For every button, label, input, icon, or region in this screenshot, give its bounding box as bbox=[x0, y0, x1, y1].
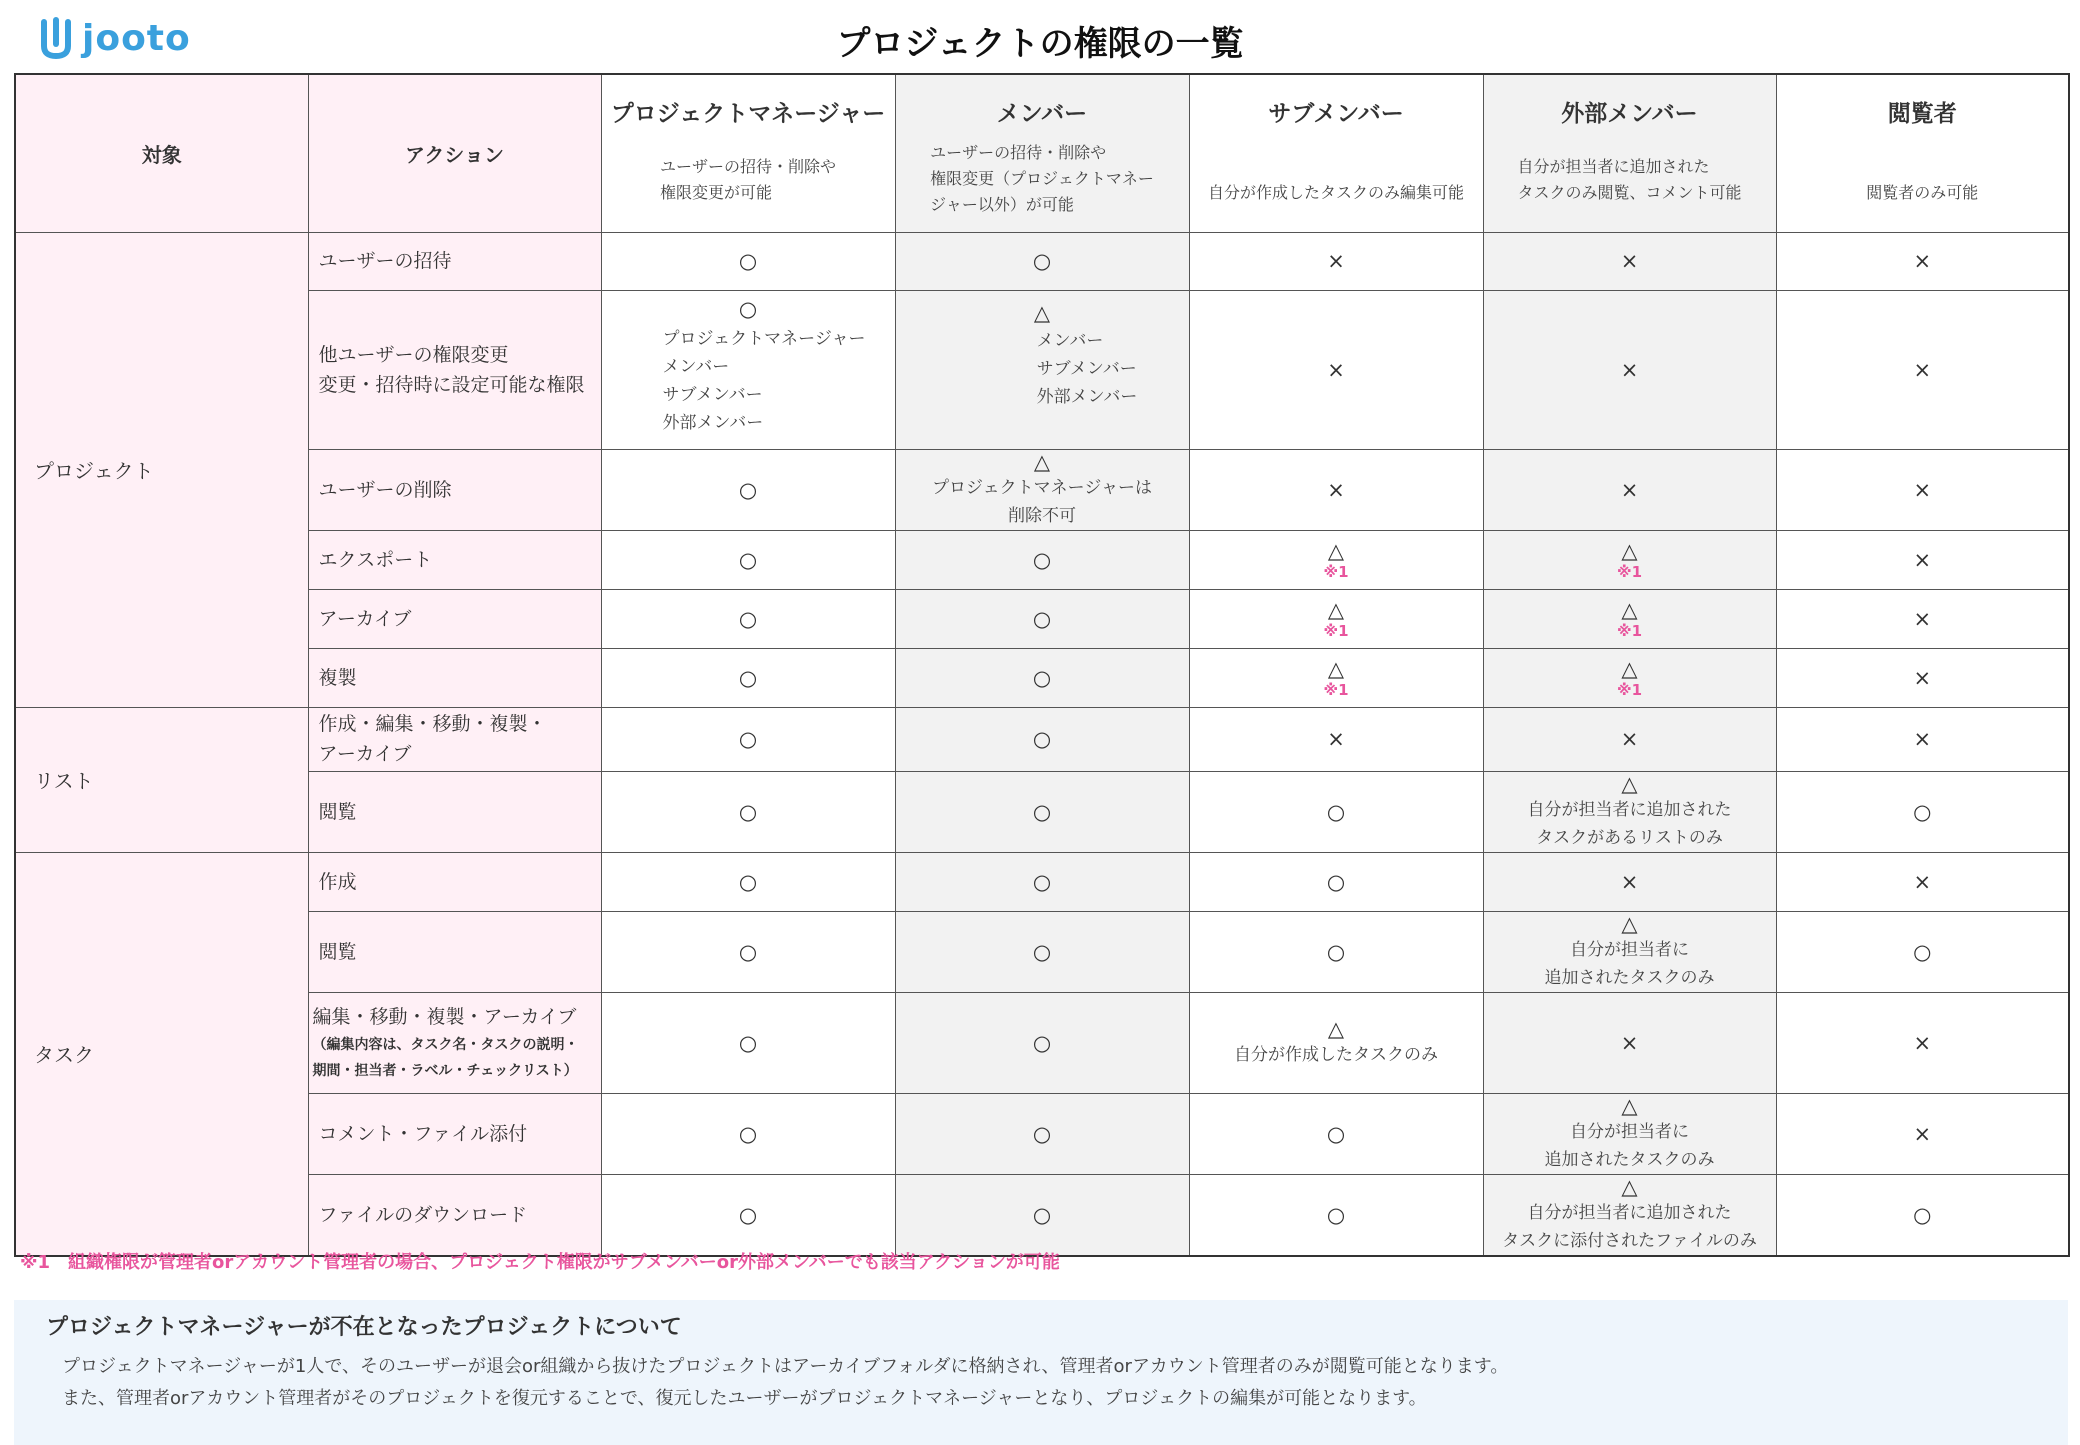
permissions-table bbox=[14, 73, 2070, 1257]
info-box bbox=[14, 1300, 2068, 1445]
cell-viewer: × bbox=[1776, 449, 2069, 530]
action-label: 閲覧 bbox=[308, 771, 601, 852]
role-name: サブメンバー bbox=[1268, 101, 1404, 127]
cell-pm: ○ bbox=[601, 530, 895, 589]
cell-submember: × bbox=[1189, 707, 1483, 771]
table-row bbox=[15, 589, 2069, 648]
table-row bbox=[15, 530, 2069, 589]
cell-pm: ○ プロジェクトマネージャー メンバー サブメンバー 外部メンバー bbox=[601, 290, 895, 449]
footnote-mark: ※1 bbox=[1323, 562, 1349, 581]
header-action: アクション bbox=[308, 74, 601, 232]
table-row bbox=[15, 648, 2069, 707]
cell-submember: ○ bbox=[1189, 852, 1483, 911]
cell-viewer: × bbox=[1776, 530, 2069, 589]
cell-submember: ○ bbox=[1189, 771, 1483, 852]
table-row bbox=[15, 771, 2069, 852]
header-role-viewer bbox=[1776, 74, 2069, 232]
action-label: 閲覧 bbox=[308, 911, 601, 992]
role-name: 外部メンバー bbox=[1561, 101, 1698, 127]
cell-viewer: ○ bbox=[1776, 771, 2069, 852]
action-label: 作成・編集・移動・複製・ アーカイブ bbox=[308, 707, 601, 771]
cell-external: △ 自分が担当者に追加された タスクがあるリストのみ bbox=[1483, 771, 1776, 852]
cell-submember: ○ bbox=[1189, 1174, 1483, 1256]
cell-pm: ○ bbox=[601, 1174, 895, 1256]
group-project: プロジェクト bbox=[15, 232, 308, 707]
cell-viewer: × bbox=[1776, 232, 2069, 290]
role-desc: 閲覧者のみ可能 bbox=[1866, 183, 1979, 202]
table-row bbox=[15, 290, 2069, 449]
footnote-mark: ※1 bbox=[1616, 562, 1643, 581]
cell-external: × bbox=[1483, 852, 1776, 911]
cell-member: △ プロジェクトマネージャーは 削除不可 bbox=[895, 449, 1189, 530]
cell-external: × bbox=[1483, 232, 1776, 290]
role-desc: 自分が作成したタスクのみ編集可能 bbox=[1207, 183, 1464, 202]
role-name: プロジェクトマネージャー bbox=[610, 101, 886, 127]
table-row bbox=[15, 992, 2069, 1093]
cell-member: △ メンバー サブメンバー 外部メンバー bbox=[895, 290, 1189, 449]
cell-submember: × bbox=[1189, 232, 1483, 290]
assignable-roles-list: プロジェクトマネージャー メンバー サブメンバー 外部メンバー bbox=[662, 328, 866, 433]
table-row bbox=[15, 232, 2069, 290]
cell-external: △ ※1 bbox=[1483, 648, 1776, 707]
logo-text: jooto bbox=[82, 17, 191, 59]
table-row bbox=[15, 852, 2069, 911]
cell-external: × bbox=[1483, 290, 1776, 449]
action-label: 他ユーザーの権限変更 変更・招待時に設定可能な権限 bbox=[308, 290, 601, 449]
cell-pm: ○ bbox=[601, 707, 895, 771]
cell-external: × bbox=[1483, 707, 1776, 771]
action-label: ファイルのダウンロード bbox=[308, 1174, 601, 1256]
cell-external: △ 自分が担当者に 追加されたタスクのみ bbox=[1483, 1093, 1776, 1174]
cell-external: △ 自分が担当者に 追加されたタスクのみ bbox=[1483, 911, 1776, 992]
footnote-mark: ※1 bbox=[1323, 621, 1349, 640]
cell-pm: ○ bbox=[601, 648, 895, 707]
cell-member: ○ bbox=[895, 911, 1189, 992]
cell-viewer: × bbox=[1776, 648, 2069, 707]
action-label: 編集・移動・複製・アーカイブ （編集内容は、タスク名・タスクの説明・ 期間・担当者・ラベル・チェックリスト） bbox=[308, 992, 601, 1093]
role-desc: ユーザーの招待・削除や 権限変更（プロジェクトマネー ジャー以外）が可能 bbox=[930, 143, 1154, 214]
info-text: プロジェクトマネージャーが1人で、そのユーザーが退会or組織から抜けたプロジェクトはアーカイブフォルダに格納され、管理者orアカウント管理者のみが閲覧可能となります。 bbox=[62, 1356, 1509, 1377]
table-row bbox=[15, 1093, 2069, 1174]
header-role-pm bbox=[601, 74, 895, 232]
cell-submember: △ ※1 bbox=[1189, 648, 1483, 707]
footnote: ※1 組織権限が管理者orアカウント管理者の場合、プロジェクト権限がサブメンバーor外部メンバーでも該当アクションが可能 bbox=[20, 1252, 1060, 1273]
info-text: また、管理者orアカウント管理者がそのプロジェクトを復元することで、復元したユーザーがプロジェクトマネージャーとなり、プロジェクトの編集が可能となります。 bbox=[62, 1388, 1427, 1409]
cell-member: ○ bbox=[895, 707, 1189, 771]
header-role-external bbox=[1483, 74, 1776, 232]
group-task: タスク bbox=[15, 852, 308, 1256]
cell-submember: ○ bbox=[1189, 911, 1483, 992]
group-list: リスト bbox=[15, 707, 308, 852]
role-name: 閲覧者 bbox=[1887, 101, 1957, 127]
cell-viewer: × bbox=[1776, 290, 2069, 449]
page-title: プロジェクトの権限の一覧 bbox=[836, 24, 1244, 64]
cell-member: ○ bbox=[895, 852, 1189, 911]
cell-pm: ○ bbox=[601, 852, 895, 911]
action-label: ユーザーの削除 bbox=[308, 449, 601, 530]
info-title: プロジェクトマネージャーが不在となったプロジェクトについて bbox=[46, 1315, 682, 1340]
table-row bbox=[15, 911, 2069, 992]
cell-member: ○ bbox=[895, 648, 1189, 707]
header-role-submember bbox=[1189, 74, 1483, 232]
header-target: 対象 bbox=[15, 74, 308, 232]
table-row bbox=[15, 449, 2069, 530]
cell-pm: ○ bbox=[601, 589, 895, 648]
footnote-mark: ※1 bbox=[1323, 680, 1349, 699]
assignable-roles-list: メンバー サブメンバー 外部メンバー bbox=[1036, 330, 1138, 407]
cell-viewer: × bbox=[1776, 1093, 2069, 1174]
cell-viewer: × bbox=[1776, 589, 2069, 648]
cell-member: ○ bbox=[895, 530, 1189, 589]
cell-member: ○ bbox=[895, 589, 1189, 648]
table-row bbox=[15, 1174, 2069, 1256]
cell-external: △ ※1 bbox=[1483, 589, 1776, 648]
cell-pm: ○ bbox=[601, 232, 895, 290]
role-desc: ユーザーの招待・削除や 権限変更が可能 bbox=[659, 157, 836, 202]
action-label: 作成 bbox=[308, 852, 601, 911]
cell-viewer: ○ bbox=[1776, 911, 2069, 992]
cell-external: △ ※1 bbox=[1483, 530, 1776, 589]
action-label: エクスポート bbox=[308, 530, 601, 589]
footnote-mark: ※1 bbox=[1616, 680, 1643, 699]
cell-pm: ○ bbox=[601, 771, 895, 852]
action-label: 複製 bbox=[308, 648, 601, 707]
role-desc: 自分が担当者に追加された タスクのみ閲覧、コメント可能 bbox=[1517, 157, 1742, 202]
cell-submember: × bbox=[1189, 290, 1483, 449]
cell-submember: ○ bbox=[1189, 1093, 1483, 1174]
cell-viewer: × bbox=[1776, 707, 2069, 771]
cell-viewer: × bbox=[1776, 992, 2069, 1093]
role-name: メンバー bbox=[996, 101, 1088, 127]
cell-submember: △ ※1 bbox=[1189, 530, 1483, 589]
cell-submember: △ ※1 bbox=[1189, 589, 1483, 648]
action-label: ユーザーの招待 bbox=[308, 232, 601, 290]
cell-member: ○ bbox=[895, 1174, 1189, 1256]
action-label: コメント・ファイル添付 bbox=[308, 1093, 601, 1174]
cell-pm: ○ bbox=[601, 1093, 895, 1174]
cell-external: × bbox=[1483, 449, 1776, 530]
cell-pm: ○ bbox=[601, 992, 895, 1093]
cell-member: ○ bbox=[895, 771, 1189, 852]
cell-external: × bbox=[1483, 992, 1776, 1093]
cell-member: ○ bbox=[895, 992, 1189, 1093]
cell-pm: ○ bbox=[601, 449, 895, 530]
cell-submember: × bbox=[1189, 449, 1483, 530]
cell-member: ○ bbox=[895, 1093, 1189, 1174]
cell-viewer: × bbox=[1776, 852, 2069, 911]
cell-member: ○ bbox=[895, 232, 1189, 290]
footnote-mark: ※1 bbox=[1616, 621, 1643, 640]
cell-viewer: ○ bbox=[1776, 1174, 2069, 1256]
cell-submember: △ 自分が作成したタスクのみ bbox=[1189, 992, 1483, 1093]
cell-pm: ○ bbox=[601, 911, 895, 992]
action-label: アーカイブ bbox=[308, 589, 601, 648]
cell-external: △ 自分が担当者に追加された タスクに添付されたファイルのみ bbox=[1483, 1174, 1776, 1256]
header-row bbox=[15, 74, 2069, 232]
table-row bbox=[15, 707, 2069, 771]
header-role-member bbox=[895, 74, 1189, 232]
